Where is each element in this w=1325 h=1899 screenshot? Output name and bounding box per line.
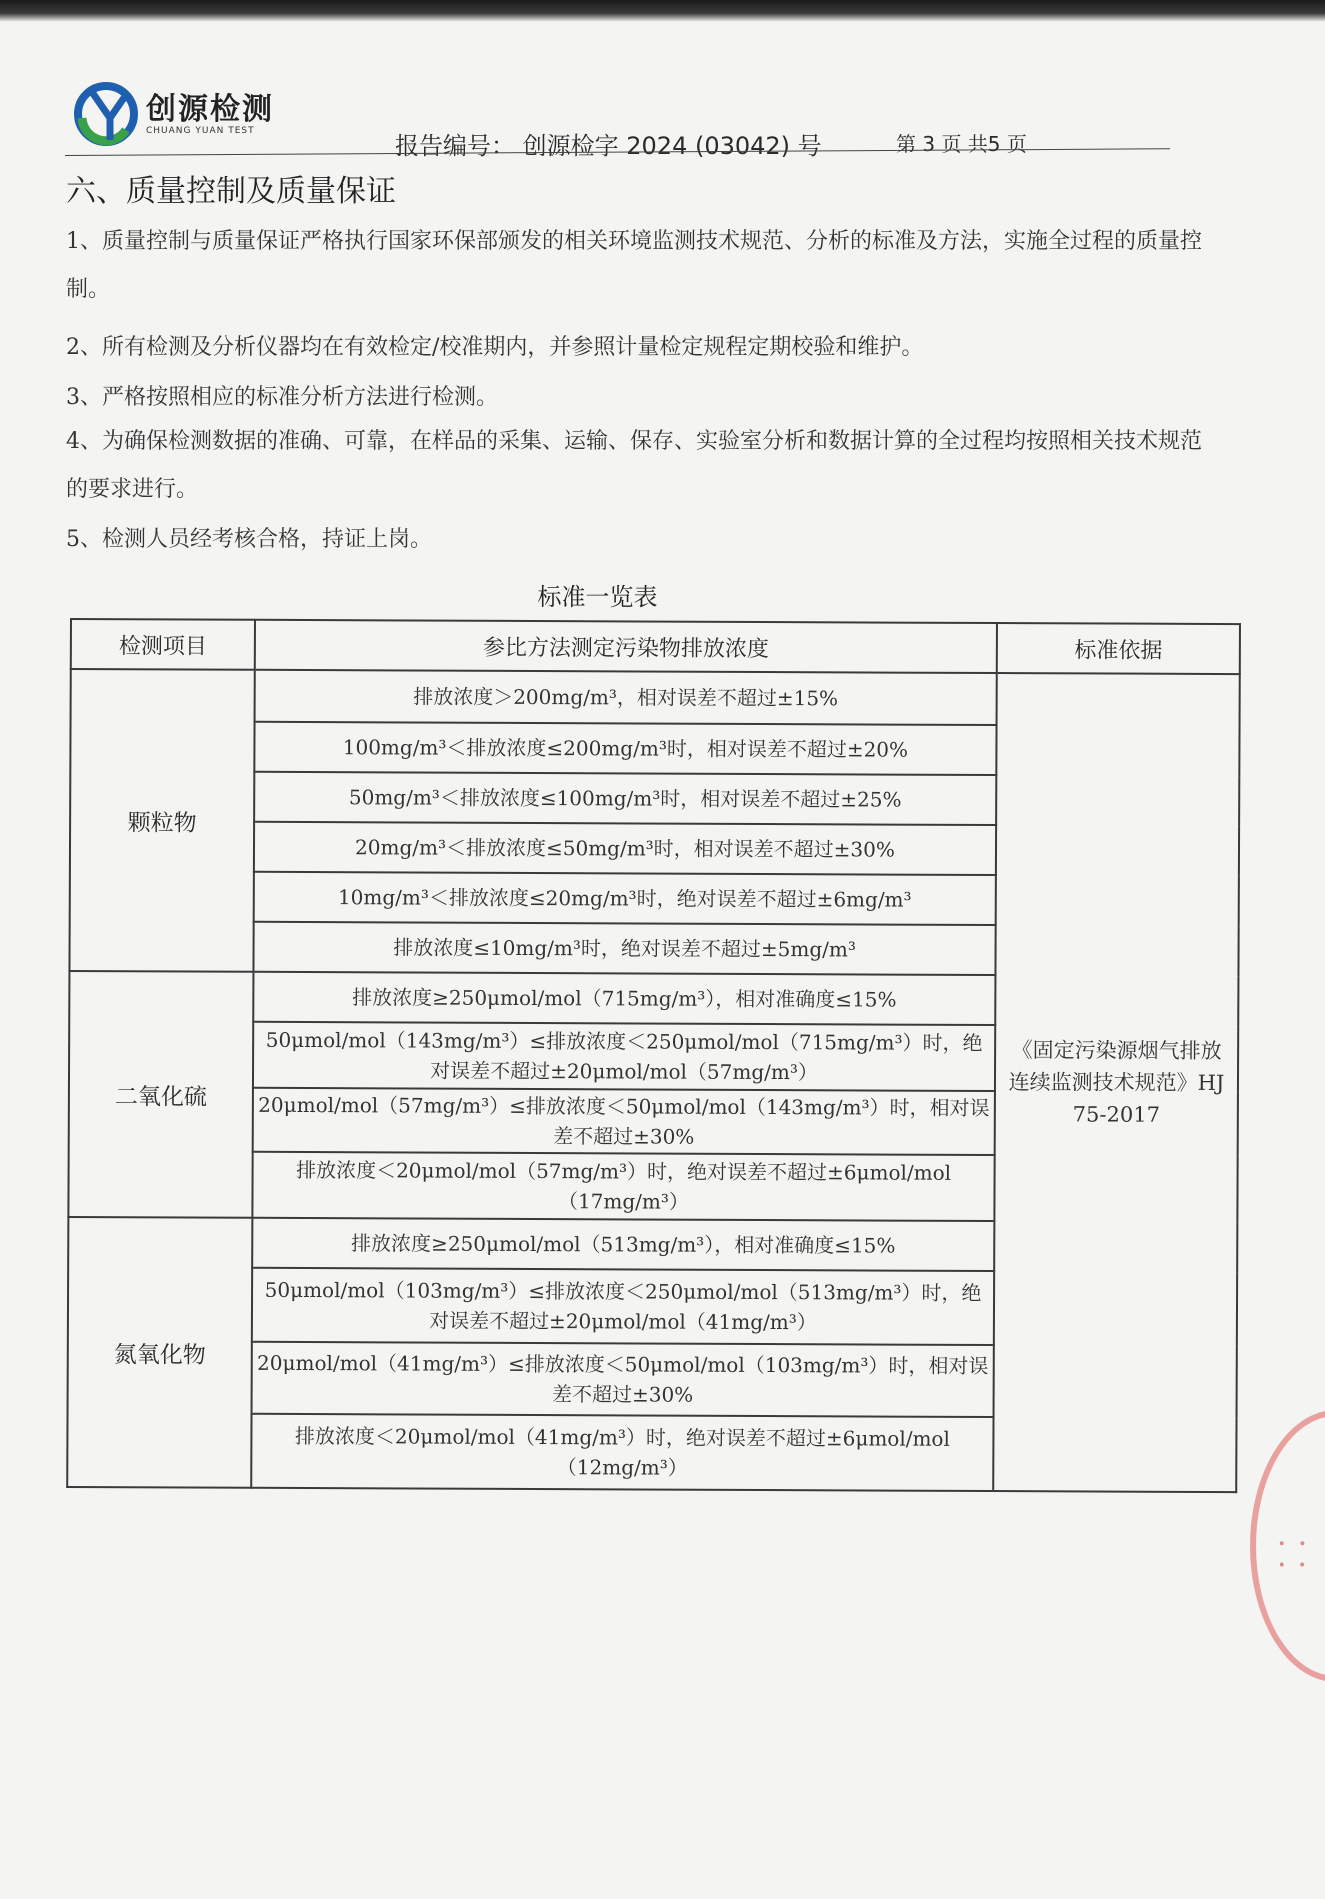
stamp-fragment-icon: ⸬ — [1278, 1535, 1307, 1575]
paragraph-1: 1、质量控制与质量保证严格执行国家环保部颁发的相关环境监测技术规范、分析的标准及方法，实施全过程的质量控制。 — [66, 229, 1203, 302]
page-number: 第 3 页 共5 页 — [896, 132, 1027, 156]
category-nox: 氮氧化物 — [67, 1217, 252, 1488]
criterion-cell: 10mg/m³＜排放浓度≤20mg/m³时，绝对误差不超过±6mg/m³ — [254, 872, 996, 925]
paragraph-3: 3、严格按照相应的标准分析方法进行检测。 — [66, 385, 498, 410]
criterion-cell: 20μmol/mol（57mg/m³）≤排放浓度＜50μmol/mol（143mg/m³）时，相对误差不超过±30% — [253, 1088, 995, 1155]
criterion-cell: 排放浓度≥250μmol/mol（715mg/m³），相对准确度≤15% — [253, 972, 995, 1025]
logo-text — [146, 84, 274, 136]
criterion-cell: 排放浓度≤10mg/m³时，绝对误差不超过±5mg/m³ — [253, 922, 995, 975]
criterion-cell: 50μmol/mol（143mg/m³）≤排放浓度＜250μmol/mol（715mg/m³）时，绝对误差不超过±20μmol/mol（57mg/m³） — [253, 1022, 995, 1091]
category-so2: 二氧化硫 — [68, 971, 253, 1218]
logo-en: CHUANG YUAN TEST — [146, 126, 255, 136]
criterion-cell: 50mg/m³＜排放浓度≤100mg/m³时，相对误差不超过±25% — [254, 772, 996, 825]
standard-basis: 《固定污染源烟气排放连续监测技术规范》HJ 75-2017 — [993, 673, 1240, 1492]
paragraph-5: 5、检测人员经考核合格，持证上岗。 — [66, 527, 432, 552]
criterion-cell: 排放浓度＞200mg/m³，相对误差不超过±15% — [255, 670, 997, 725]
report-number: 报告编号： 创源检字 2024 (03042) 号 — [395, 132, 822, 160]
table-row — [71, 669, 1240, 726]
header-item: 检测项目 — [71, 619, 255, 670]
scan-edge-shadow — [0, 0, 1325, 22]
criterion-cell: 排放浓度≥250μmol/mol（513mg/m³），相对准确度≤15% — [252, 1218, 994, 1271]
criterion-cell: 50μmol/mol（103mg/m³）≤排放浓度＜250μmol/mol（513mg/m³）时，绝对误差不超过±20μmol/mol（41mg/m³） — [252, 1268, 994, 1345]
criterion-cell: 排放浓度＜20μmol/mol（41mg/m³）时，绝对误差不超过±6μmol/mol（12mg/m³） — [251, 1414, 993, 1491]
paragraph-4: 4、为确保检测数据的准确、可靠，在样品的采集、运输、保存、实验室分析和数据计算的全过程均按照相关技术规范的要求进行。 — [66, 429, 1203, 502]
criterion-cell: 20mg/m³＜排放浓度≤50mg/m³时，相对误差不超过±30% — [254, 822, 996, 875]
criterion-cell: 100mg/m³＜排放浓度≤200mg/m³时，相对误差不超过±20% — [254, 722, 996, 775]
table-title: 标准一览表 — [537, 583, 658, 611]
logo-cn: 创源检测 — [146, 92, 274, 127]
paragraph-2: 2、所有检测及分析仪器均在有效检定/校准期内，并参照计量检定规程定期校验和维护。 — [66, 335, 924, 360]
table-header-row — [71, 619, 1240, 674]
standards-table — [66, 618, 1241, 1493]
category-particulate: 颗粒物 — [69, 669, 254, 972]
section-title: 六、质量控制及质量保证 — [66, 174, 396, 209]
standards-table-wrap — [66, 618, 1241, 1493]
header-method: 参比方法测定污染物排放浓度 — [255, 620, 997, 673]
criterion-cell: 排放浓度＜20μmol/mol（57mg/m³）时，绝对误差不超过±6μmol/mol（17mg/m³） — [252, 1152, 994, 1221]
header-standard: 标准依据 — [997, 623, 1240, 674]
criterion-cell: 20μmol/mol（41mg/m³）≤排放浓度＜50μmol/mol（103mg/m³）时，相对误差不超过±30% — [252, 1342, 994, 1417]
